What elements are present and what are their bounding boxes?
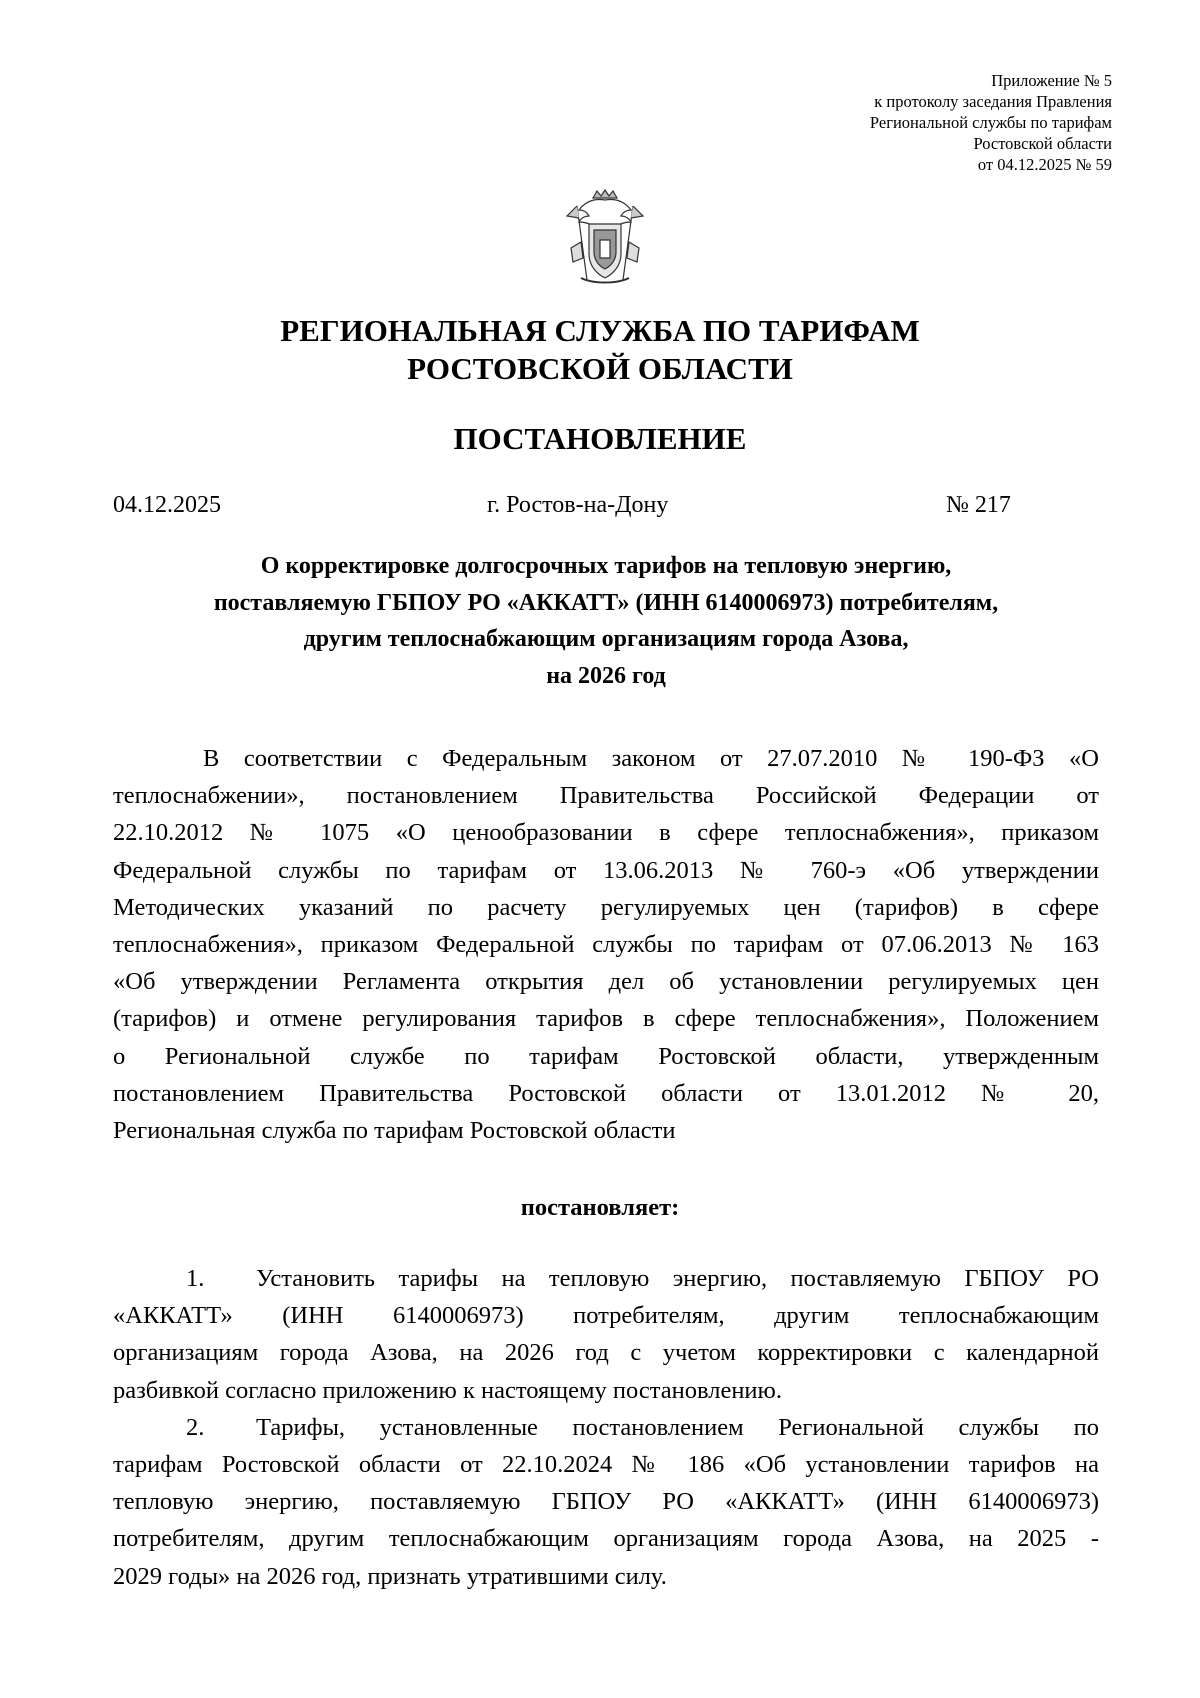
paragraph-line: Установить тарифы на тепловую энергию, поставляемую ГБПОУ РО xyxy=(256,1265,1099,1292)
subject-line: на 2026 год xyxy=(546,662,666,689)
resolution-keyword: постановляет: xyxy=(520,1194,680,1221)
paragraph-line: тарифам Ростовской области от 22.10.2024 № 186 «Об установлении тарифов на xyxy=(113,1451,1099,1479)
annex-line: Приложение № 5 xyxy=(991,71,1112,90)
paragraph-line: Федеральной службы по тарифам от 13.06.2013 № 760-э «Об утверждении xyxy=(113,856,1099,884)
document-subject xyxy=(113,548,1099,694)
resolution-items xyxy=(113,1260,1099,1595)
coat-of-arms-rostov-oblast-icon xyxy=(563,188,647,288)
subject-line: другим теплоснабжающим организациям города Азова, xyxy=(303,626,909,652)
document-number: № 217 xyxy=(946,492,1011,518)
paragraph-line: теплоснабжении», постановлением Правительства Российской Федерации от xyxy=(113,782,1099,810)
paragraph-line: Региональная служба по тарифам Ростовской области xyxy=(113,1117,676,1145)
paragraph-line: 22.10.2012 № 1075 «О ценообразовании в сфере теплоснабжения», приказом xyxy=(113,819,1099,847)
document-type: ПОСТАНОВЛЕНИЕ xyxy=(453,421,747,456)
paragraph-line: организациям города Азова, на 2026 год с учетом корректировки с календарной xyxy=(113,1339,1099,1367)
item-number: 1. xyxy=(186,1265,205,1292)
paragraph-line: Тарифы, установленные постановлением Региональной службы по xyxy=(256,1413,1099,1441)
item-first-line xyxy=(113,1409,1099,1446)
paragraph-line: «Об утверждении Регламента открытия дел об установлении регулируемых цен xyxy=(113,968,1099,996)
paragraph-line: 2029 годы» на 2026 год, признать утратившими силу. xyxy=(113,1562,667,1590)
item-number: 2. xyxy=(186,1413,205,1441)
paragraph-line: о Региональной службе по тарифам Ростовской области, утвержденным xyxy=(113,1042,1099,1070)
paragraph-line: тепловую энергию, поставляемую ГБПОУ РО «АККАТТ» (ИНН 6140006973) xyxy=(113,1488,1099,1516)
paragraph-line: В соответствии с Федеральным законом от 27.07.2010 № 190-ФЗ «О xyxy=(203,745,1099,772)
subject-line: поставляемую ГБПОУ РО «АККАТТ» (ИНН 6140006973) потребителям, xyxy=(213,589,999,616)
paragraph-line: Методических указаний по расчету регулируемых цен (тарифов) в сфере xyxy=(113,893,1099,921)
document-city: г. Ростов-на-Дону xyxy=(487,492,669,518)
paragraph-line: постановлением Правительства Ростовской области от 13.01.2012 № 20, xyxy=(113,1079,1099,1107)
organization-name-line: РОСТОВСКОЙ ОБЛАСТИ xyxy=(407,351,793,386)
preamble-paragraph xyxy=(113,740,1099,1149)
paragraph-line: потребителям, другим теплоснабжающим организациям города Азова, на 2025 - xyxy=(113,1525,1099,1553)
paragraph-line: разбивкой согласно приложению к настоящему постановлению. xyxy=(113,1376,782,1404)
paragraph-line: (тарифов) и отмене регулирования тарифов в сфере теплоснабжения», Положением xyxy=(113,1005,1099,1033)
item-first-line xyxy=(113,1260,1099,1297)
paragraph-line: теплоснабжения», приказом Федеральной службы по тарифам от 07.06.2013 № 163 xyxy=(113,931,1099,959)
organization-name-line: РЕГИОНАЛЬНАЯ СЛУЖБА ПО ТАРИФАМ xyxy=(280,313,920,348)
annex-reference xyxy=(870,70,1112,175)
list-item xyxy=(113,1409,1099,1595)
annex-line: от 04.12.2025 № 59 xyxy=(977,155,1112,174)
document-date: 04.12.2025 xyxy=(113,492,221,518)
subject-line: О корректировке долгосрочных тарифов на тепловую энергию, xyxy=(260,553,952,579)
annex-line: Региональной службы по тарифам xyxy=(869,113,1112,132)
annex-line: к протоколу заседания Правления xyxy=(874,92,1112,111)
paragraph-line: «АККАТТ» (ИНН 6140006973) потребителям, другим теплоснабжающим xyxy=(113,1302,1099,1330)
annex-line: Ростовской области xyxy=(973,134,1112,153)
organization-name xyxy=(0,312,1200,388)
list-item xyxy=(113,1260,1099,1409)
